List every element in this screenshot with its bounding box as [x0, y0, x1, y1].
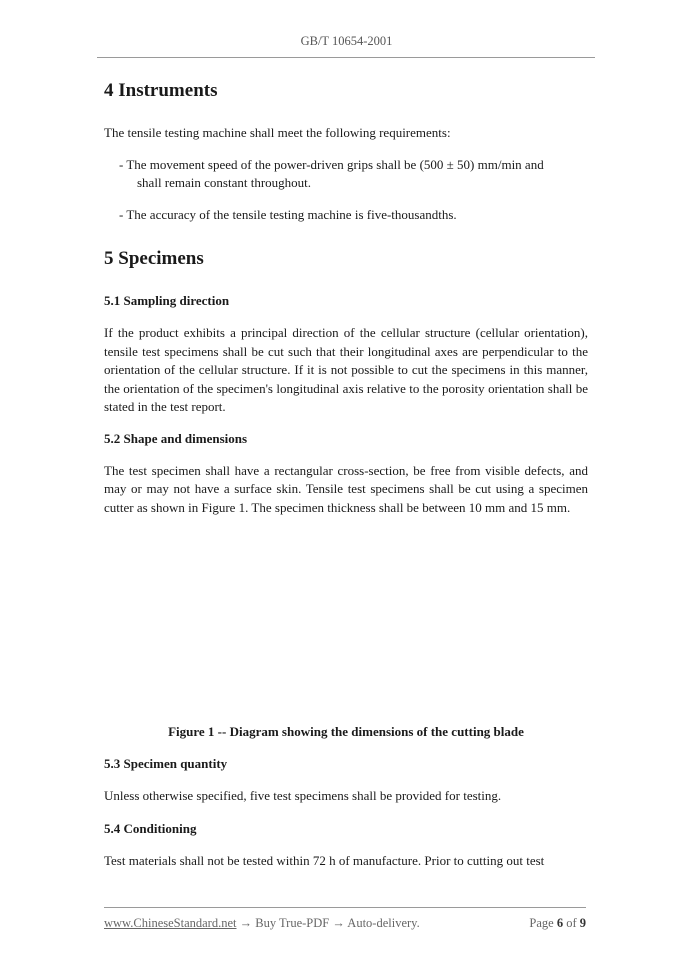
requirement-speed-line2: shall remain constant throughout.	[137, 175, 312, 190]
section-5-heading: 5 Specimens	[104, 248, 204, 269]
section-5-4-heading: 5.4 Conditioning	[104, 820, 197, 836]
section-5-4-text: Test materials shall not be tested within 72 h of manufacture. Prior to cutting out test	[104, 852, 545, 868]
requirement-item-accuracy: - The accuracy of the tensile testing machine is five-thousandths.	[119, 206, 457, 222]
figure-1-caption: Figure 1 -- Diagram showing the dimensions of the cutting blade	[168, 724, 524, 739]
site-link[interactable]: www.ChineseStandard.net	[104, 916, 237, 930]
section-5-2-text: The test specimen shall have a rectangular cross-section, be free from visible defects, and may or may not have a surface skin. Tensile test specimens shall be cut using a specimen cutter as shown in Figure 1. The specimen thickness shall be between 10 mm and 15 mm.	[104, 462, 588, 515]
current-page-number: 6	[556, 916, 564, 930]
section-5-1-text: If the product exhibits a principal direction of the cellular structure (cellular orientation), tensile test specimens shall be cut such that their longitudinal axes are perpendicular to the orientation of the cellular structure. If it is not possible to cut the specimens in this manner, the orientation of the specimen's longitudinal axis relative to the porosity orientation shall be stated in the test report.	[104, 325, 588, 414]
document-header: GB/T 10654-2001	[300, 34, 393, 48]
page-content	[104, 78, 588, 870]
page-label: Page	[529, 916, 554, 930]
section-5-3-text: Unless otherwise specified, five test specimens shall be provided for testing.	[104, 788, 502, 803]
section-5-3-heading: 5.3 Specimen quantity	[104, 756, 228, 771]
section-4-heading: 4 Instruments	[104, 80, 218, 101]
requirement-speed-line1: - The movement speed of the power-driven grips shall be (500 ± 50) mm/min and	[119, 156, 544, 172]
page-indicator	[529, 916, 586, 931]
header-divider	[97, 57, 595, 58]
figure-1-area	[104, 517, 588, 723]
section-4-intro: The tensile testing machine shall meet the following requirements:	[104, 125, 451, 140]
total-pages-number: 9	[579, 916, 586, 930]
section-5-2-heading: 5.2 Shape and dimensions	[104, 430, 248, 446]
section-5-1-heading: 5.1 Sampling direction	[104, 293, 230, 308]
footer-promo-text: → Buy True-PDF → Auto-delivery.	[236, 916, 420, 930]
of-label: of	[566, 916, 577, 930]
requirement-item-speed	[119, 156, 588, 193]
footer-divider	[104, 907, 586, 908]
footer-promo	[104, 916, 420, 931]
